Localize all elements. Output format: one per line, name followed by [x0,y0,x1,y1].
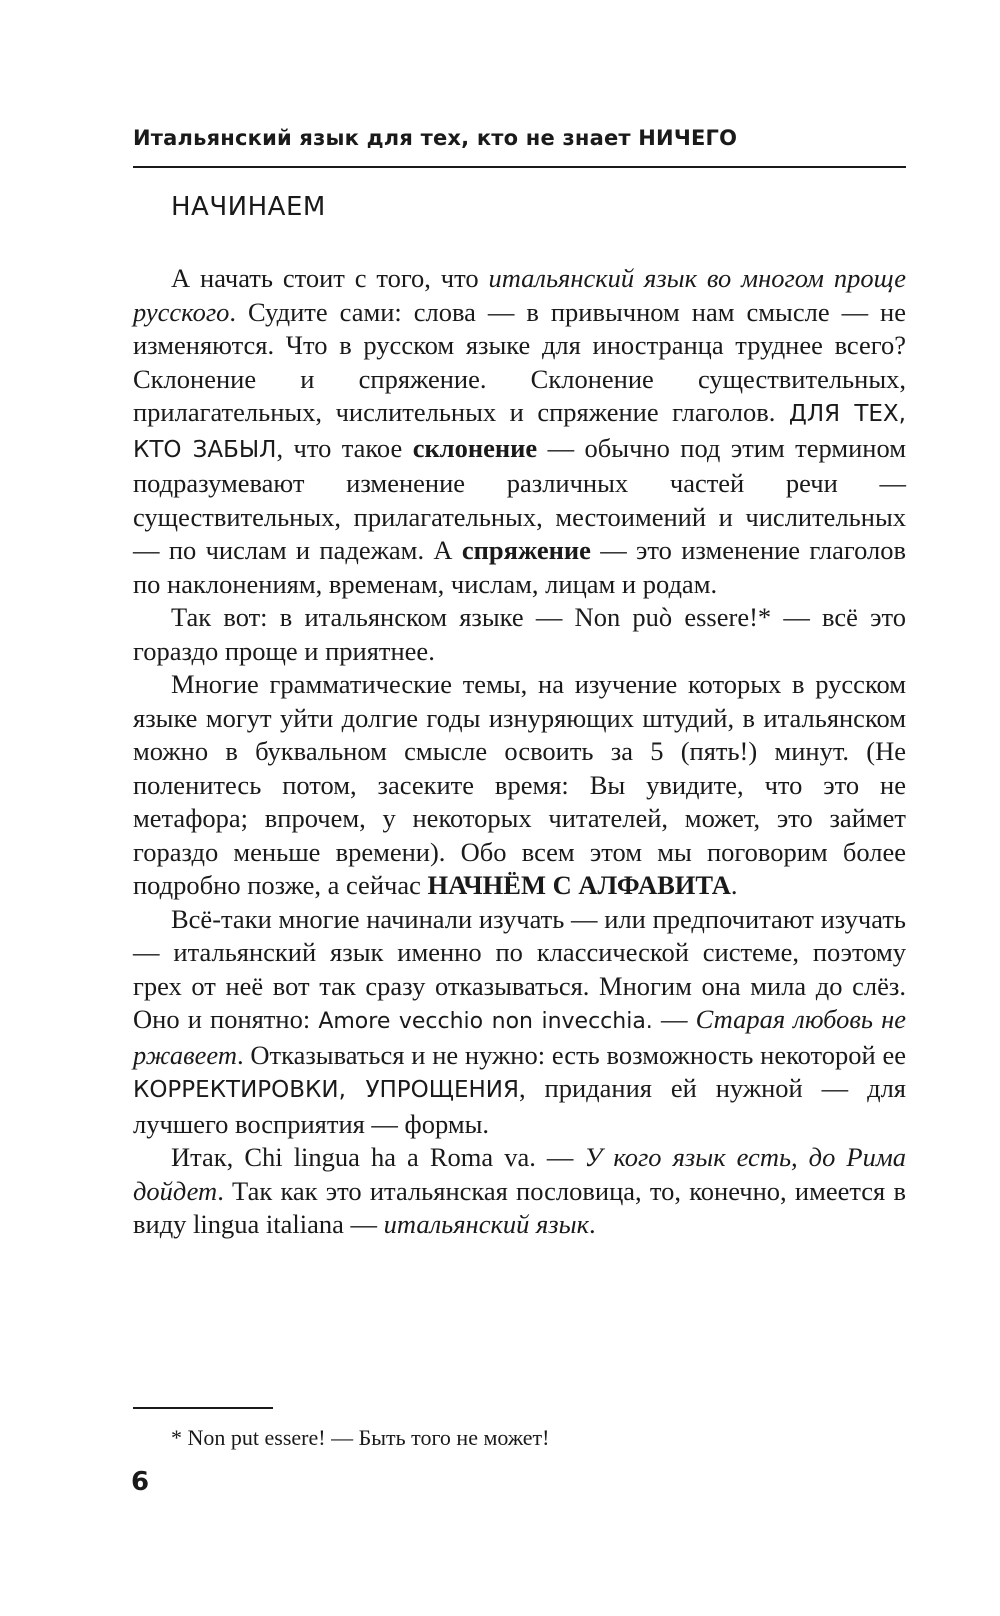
text-run: . [730,870,738,900]
text-run: А начать стоит с того, что [171,263,489,293]
text-run: Так вот: в итальянском языке — Non può essere!* — всё это гораздо проще и приятнее. [133,602,906,666]
header-rule [133,166,906,168]
latin-phrase: Amore vecchio non invecchia. [318,1009,653,1034]
italic-phrase: итальянский язык во многом проще русского [133,263,907,327]
text-run: . Отказываться и не нужно: есть возможность некоторой ее [236,1039,906,1070]
caps-phrase: ДЛЯ ТЕХ, КТО ЗАБЫЛ [133,401,906,463]
paragraph-5 [133,1141,906,1242]
paragraph-2 [133,601,906,668]
italic-phrase: У кого язык есть, до Рима дойдет [133,1142,906,1206]
paragraph-4 [133,903,906,1142]
footnote: * Non put essere! — Быть того не может! [171,1425,550,1450]
italic-phrase: итальянский язык [383,1209,589,1239]
text-run: — это изменение глаголов по наклонениям, временам, числам, лицам и родам. [133,535,906,599]
text-run: , что такое [276,432,413,463]
paragraph-1 [133,262,906,601]
running-head: Итальянский язык для тех, кто не знает НИЧЕГО [133,126,738,150]
body-text [133,262,906,1242]
page-number: 6 [131,1467,150,1497]
text-run: — обычно под этим термином подразумевают изменение различных частей речи — существительных, прилагательных, местоимений и числительных — по числам и падежам. А [133,432,907,565]
text-run: Многие грамматические темы, на изучение которых в русском языке могут уйти долгие годы изнуряющих штудий, в итальянском можно в буквальном смысле освоить за 5 (пять!) минут. (Не поленитесь потом, засеките время: Вы увидите, что это не метафора; впрочем, у некоторых читателей, может, это займет гораздо меньше времени). Обо всем этом мы поговорим более подробно позже, а сейчас [133,669,906,900]
bold-term: склонение [412,432,538,463]
italic-phrase: Старая любовь не ржавеет [133,1004,907,1070]
text-run: Всё-таки многие начинали изучать — или предпочитают изучать — итальянский язык именно по классической системе, поэтому грех от неё вот так сразу отказываться. Многим она мила до слёз. Оно и понятно: [133,903,906,1034]
bold-phrase: НАЧНЁМ С АЛФАВИТА [427,870,731,900]
text-run: . Так как это итальянская пословица, то, конечно, имеется в виду lingua italiana — [133,1175,906,1239]
paragraph-3 [133,668,906,903]
text-run: . [588,1209,596,1239]
caps-phrase: КОРРЕКТИРОВКИ, УПРОЩЕНИЯ [133,1077,519,1103]
section-title: НАЧИНАЕМ [171,192,326,222]
bold-term: спряжение [461,535,591,565]
text-run: . Судите сами: слова — в привычном нам смысле — не изменяются. Что в русском языке для иностранца труднее всего? Склонение и спряжение. Склонение существительных, прилагательных, числительных и спряжение глаголов. [133,296,906,427]
text-run: Итак, Chi lingua ha a Roma va. — [171,1142,585,1172]
text-run: , придания ей нужной — для лучшего восприятия — формы. [133,1073,906,1139]
text-run: — [652,1004,696,1034]
footnote-rule [133,1407,273,1409]
